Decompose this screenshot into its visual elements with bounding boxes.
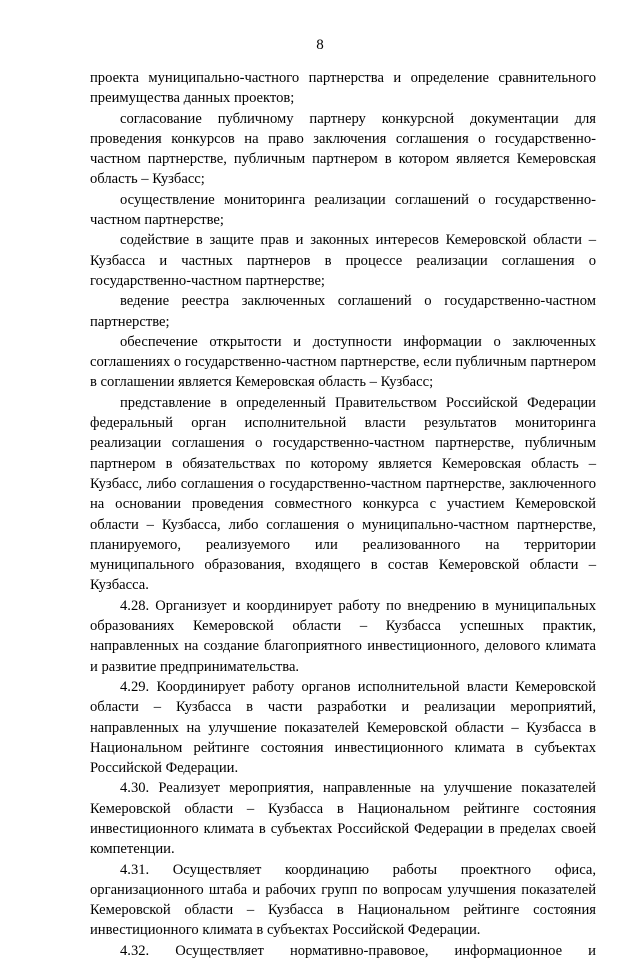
paragraph-continuation: проекта муниципально-частного партнерства и определение сравнительного преимущества данных проектов;	[90, 70, 596, 107]
paragraph-rights-protection: содействие в защите прав и законных интересов Кемеровской области – Кузбасса и частных партнеров в процессе реализации соглашения о государственно-частном партнерстве;	[90, 232, 596, 289]
paragraph-4-28: 4.28. Организует и координирует работу по внедрению в муниципальных образованиях Кемеровской области – Кузбасса успешных практик, направленных на создание благоприятного инвестиционного, делового климата и развитие предпринимательства.	[90, 597, 596, 675]
paragraph-4-32: 4.32. Осуществляет нормативно-правовое, информационное и	[120, 942, 596, 959]
paragraph-4-29: 4.29. Координирует работу органов исполнительной власти Кемеровской области – Кузбасса в части разработки и реализации мероприятий, направленных на улучшение показателей Кемеровской области – Кузбасса в Национальном рейтинге состояния инвестиционного климата в субъектах Российской Федерации.	[90, 678, 596, 777]
page-number: 8	[316, 37, 324, 53]
paragraph-agreements-registry: ведение реестра заключенных соглашений о государственно-частном партнерстве;	[90, 293, 596, 330]
paragraph-agreement-monitoring: осуществление мониторинга реализации соглашений о государственно-частном партнерстве;	[90, 191, 596, 229]
document-body	[90, 68, 596, 961]
paragraph-monitoring-results-submission: представление в определенный Правительством Российской Федерации федеральный орган исполнительной власти результатов мониторинга реализации соглашения о государственно-частном партнерстве, публичным партнером в обязательствах по которому является Кемеровская область – Кузбасс, либо соглашения о государственно-частном партнерстве, заключенного на основании проведения совместного конкурса с участием Кемеровской области – Кузбасса, либо соглашения о муниципально-частном партнерстве, планируемого, реализуемого или реализованного на территории муниципального образования, входящего в состав Кемеровской области – Кузбасса.	[90, 394, 596, 594]
paragraph-4-30: 4.30. Реализует мероприятия, направленные на улучшение показателей Кемеровской области – Кузбасса в Национальном рейтинге состояния инвестиционного климата в субъектах Российской Федерации в пределах своей компетенции.	[90, 780, 596, 858]
paragraph-4-31: 4.31. Осуществляет координацию работы проектного офиса, организационного штаба и рабочих групп по вопросам улучшения показателей Кемеровской области – Кузбасса в Национальном рейтинге состояния инвестиционного климата в субъектах Российской Федерации.	[90, 861, 596, 939]
paragraph-ppp-documentation-approval: согласование публичному партнеру конкурсной документации для проведения конкурсов на право заключения соглашения о государственно-частном партнерстве, публичным партнером в котором является Кемеровская область – Кузбасс;	[90, 110, 596, 188]
paragraph-information-openness: обеспечение открытости и доступности информации о заключенных соглашениях о государственно-частном партнерстве, если публичным партнером в соглашении является Кемеровская область – Кузбасс;	[90, 333, 596, 391]
